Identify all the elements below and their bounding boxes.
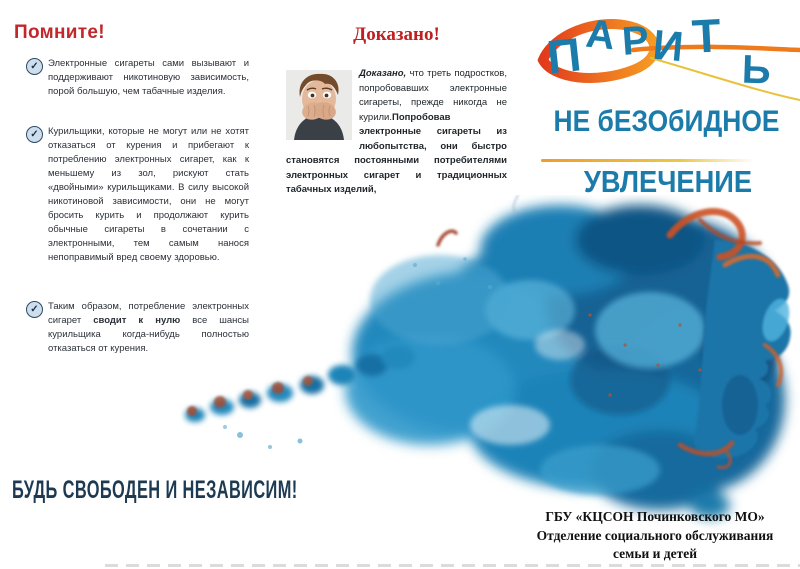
title-letter: Р [620, 18, 651, 64]
org-line3: семьи и детей [612, 546, 697, 561]
bullet-text [48, 300, 249, 356]
proof-paragraph [286, 67, 507, 198]
proven-heading: Доказано! [353, 24, 440, 45]
bullet-item [26, 125, 258, 265]
subtitle-line2: УВЛЕЧЕНИЕ [583, 164, 753, 199]
proof-lead-word: Доказано, [359, 68, 407, 79]
org-line1: ГБУ «КЦСОН Починковского МО» [545, 509, 765, 524]
bottom-dashed-line [105, 564, 800, 567]
title-letter: И [651, 20, 686, 71]
checkmark-icon: ✓ [26, 301, 43, 318]
subtitle-underline [541, 159, 755, 162]
bullet-item [26, 300, 258, 356]
slogan-text: БУДЬ СВОБОДЕН И НЕЗАВИСИМ! [12, 477, 298, 505]
proof-body-regular: что треть подростков, попробовавших электронные сигареты, прежде никогда не курили. [359, 68, 507, 123]
title-letter: А [583, 11, 618, 59]
title-letter: Ь [741, 47, 772, 93]
middle-column [286, 24, 507, 198]
checkmark-icon: ✓ [26, 58, 43, 75]
remember-heading: Помните! [14, 22, 105, 43]
bullet-list [12, 57, 258, 356]
subtitle-line1: НЕ бЕЗОбИДНОЕ [553, 105, 780, 138]
organization-info [510, 508, 800, 564]
org-line2: Отделение социального обслуживания [536, 527, 774, 543]
bullet-item [26, 57, 258, 99]
checkmark-icon: ✓ [26, 126, 43, 143]
bullet-text-post: все шансы курильщика когда-нибудь полностью отказаться от курения. [48, 315, 250, 354]
title-letter: Т [690, 8, 723, 63]
boy-covering-mouth-photo [286, 70, 352, 140]
proof-body-bold: Попробовав электронные сигареты из любопытства, они быстро становятся постоянными потребителями электронных сигарет и традиционных табачных изделий, [286, 111, 507, 195]
bullet-text-bold: сводит к нулю [93, 315, 181, 326]
title-letter: П [544, 27, 584, 84]
title-block [533, 8, 800, 208]
left-column [12, 22, 258, 356]
bullet-text: Электронные сигареты сами вызывают и поддерживают никотиновую зависимость, порой большую, чем табачные изделия. [48, 58, 249, 97]
bullet-text-pre: Таким образом, потребление электронных сигарет [48, 301, 249, 326]
bullet-text: Курильщики, которые не могут или не хотят отказаться от курения и прибегают к потреблению электронных сигарет, как к меньшему из зол, рискуют стать «двойными» курильщиками. В силу высокой никотиновой зависимости, они не могут бросить курить и продолжают курить обычные сигареты в сочетании с электронными, тем самым нанося непоправимый вред своему здоровью. [48, 126, 249, 263]
